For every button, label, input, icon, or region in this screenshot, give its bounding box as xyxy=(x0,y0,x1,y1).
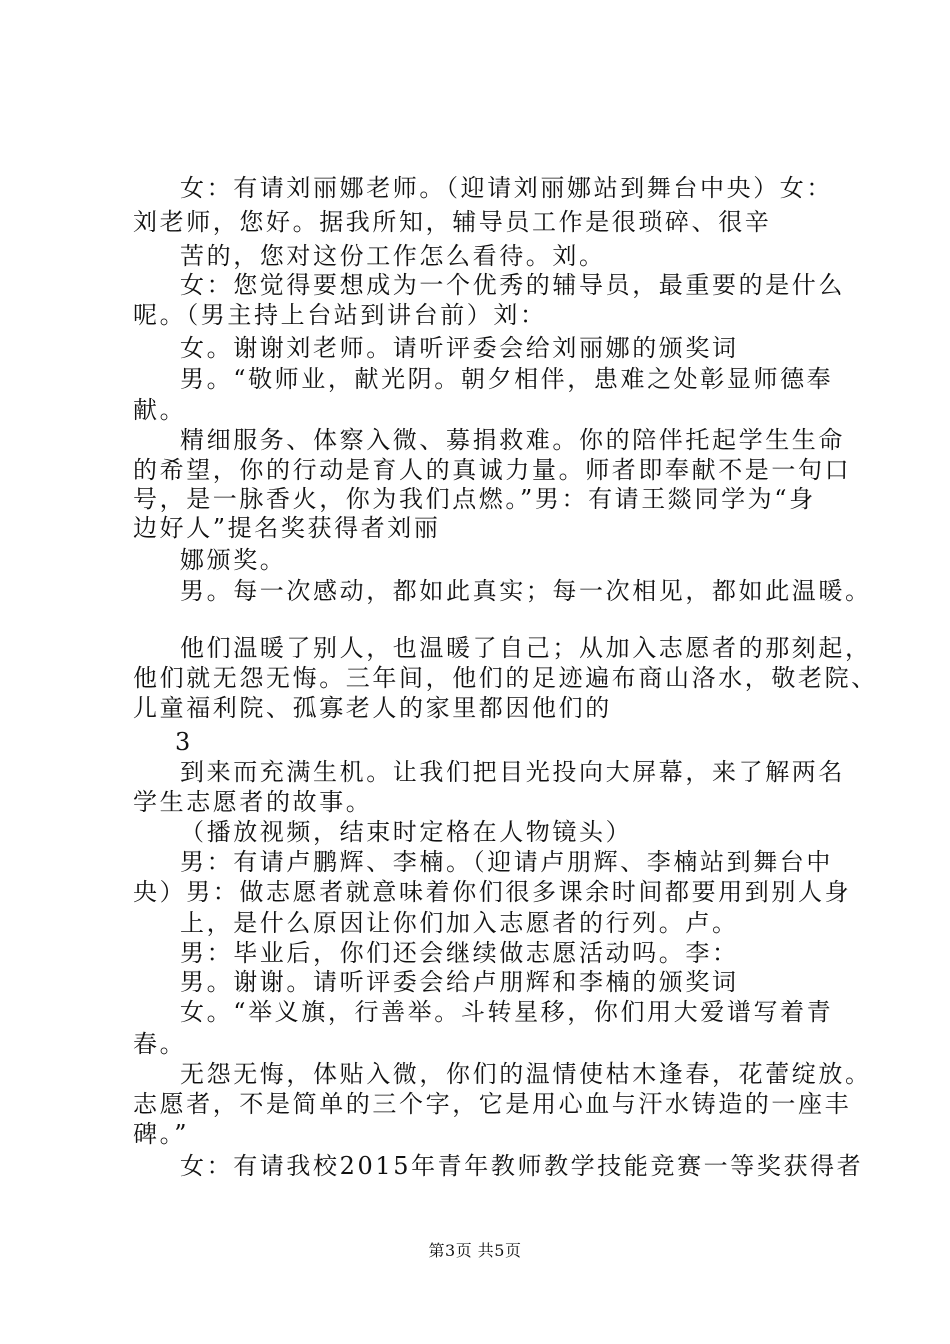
text-line: 男：毕业后，你们还会继续做志愿活动吗。李： xyxy=(180,939,739,967)
text-line: 学生志愿者的故事。 xyxy=(133,788,373,816)
text-line: 呢。（男主持上台站到讲台前）刘： xyxy=(133,301,547,329)
text-line: 献。 xyxy=(133,396,187,424)
text-line: 刘老师，您好。据我所知，辅导员工作是很琐碎、很辛 xyxy=(133,208,772,236)
text-line: 号，是一脉香火，你为我们点燃。”男：有请王燚同学为“身 xyxy=(133,485,816,513)
text-line: 女。“举义旗，行善举。斗转星移，你们用大爱谱写着青 xyxy=(180,998,834,1026)
text-line: 儿童福利院、孤寡老人的家里都因他们的 xyxy=(133,694,612,722)
text-line: 春。 xyxy=(133,1030,187,1058)
text-line: 男。谢谢。请听评委会给卢朋辉和李楠的颁奖词 xyxy=(180,968,739,996)
text-line: 女：您觉得要想成为一个优秀的辅导员，最重要的是什么 xyxy=(180,271,845,299)
text-line: 上，是什么原因让你们加入志愿者的行列。卢。 xyxy=(180,909,739,937)
text-line: 苦的，您对这份工作怎么看待。刘。 xyxy=(180,242,606,270)
text-line: 志愿者，不是简单的三个字，它是用心血与汗水铸造的一座丰 xyxy=(133,1090,852,1118)
text-line: 女：有请刘丽娜老师。（迎请刘丽娜站到舞台中央）女： xyxy=(180,174,833,202)
page-footer: 第3页 共5页 xyxy=(428,1241,522,1260)
text-line: （播放视频，结束时定格在人物镜头） xyxy=(180,818,633,846)
text-line: 女：有请我校2015年青年教师教学技能竞赛一等奖获得者 xyxy=(180,1152,864,1180)
page-number-inline: 3 xyxy=(175,728,193,756)
text-line: 娜颁奖。 xyxy=(180,546,287,574)
text-line: 到来而充满生机。让我们把目光投向大屏幕，来了解两名 xyxy=(180,758,845,786)
text-line: 边好人”提名奖获得者刘丽 xyxy=(133,514,441,542)
text-line: 男。“敬师业，献光阴。朝夕相伴，患难之处彰显师德奉 xyxy=(180,365,834,393)
text-line: 精细服务、体察入微、募捐救难。你的陪伴托起学生生命 xyxy=(180,426,845,454)
text-line: 男：有请卢鹏辉、李楠。（迎请卢朋辉、李楠站到舞台中 xyxy=(180,848,833,876)
text-line: 他们就无怨无悔。三年间，他们的足迹遍布商山洛水，敬老院、 xyxy=(133,664,878,692)
text-line: 女。谢谢刘老师。请听评委会给刘丽娜的颁奖词 xyxy=(180,334,739,362)
text-line: 央）男：做志愿者就意味着你们很多课余时间都要用到别人身 xyxy=(133,878,852,906)
text-line: 的希望，你的行动是育人的真诚力量。师者即奉献不是一句口 xyxy=(133,456,852,484)
text-line: 男。每一次感动，都如此真实；每一次相见，都如此温暖。 xyxy=(180,577,872,605)
text-line: 他们温暖了别人，也温暖了自己；从加入志愿者的那刻起， xyxy=(180,634,872,662)
text-line: 无怨无悔，体贴入微，你们的温情使枯木逢春，花蕾绽放。 xyxy=(180,1060,872,1088)
text-line: 碑。” xyxy=(133,1120,190,1148)
